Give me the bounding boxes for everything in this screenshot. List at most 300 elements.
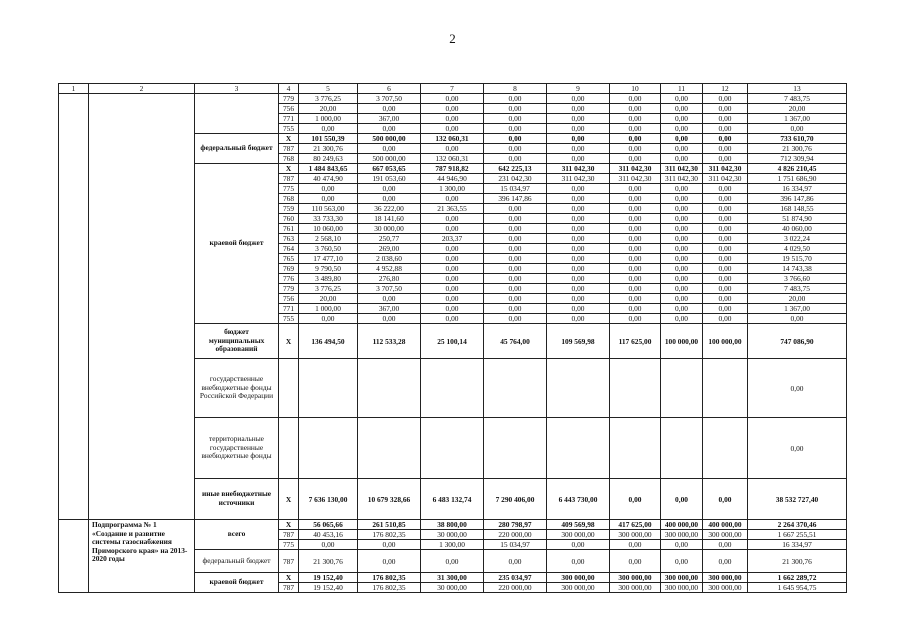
table-cell: 0,00: [421, 264, 484, 274]
table-cell: 0,00: [703, 254, 748, 264]
table-cell: 0,00: [661, 214, 703, 224]
table-cell: 0,00: [484, 94, 547, 104]
column-header: 5: [299, 84, 358, 94]
table-cell: 51 874,90: [748, 214, 847, 224]
table-cell: 9 790,50: [299, 264, 358, 274]
table-cell: 0,00: [547, 264, 610, 274]
column-header: 10: [610, 84, 661, 94]
table-cell: 771: [279, 304, 299, 314]
table-cell: 0,00: [547, 214, 610, 224]
federal-budget-label: федеральный бюджет: [195, 134, 279, 164]
table-cell: 0,00: [610, 254, 661, 264]
table-cell: 0,00: [703, 274, 748, 284]
table-cell: 168 148,55: [748, 204, 847, 214]
other-sources-label: иные внебюджетные источники: [195, 479, 279, 520]
table-cell: 300 000,00: [610, 573, 661, 583]
table-cell: 642 225,13: [484, 164, 547, 174]
table-cell: 0,00: [703, 234, 748, 244]
table-cell: 667 053,65: [358, 164, 421, 174]
table-cell: 0,00: [421, 144, 484, 154]
table-cell: 0,00: [547, 284, 610, 294]
table-cell: 0,00: [421, 314, 484, 324]
table-cell: 417 625,00: [610, 520, 661, 530]
table-cell: 0,00: [484, 214, 547, 224]
table-cell: 0,00: [421, 224, 484, 234]
table-cell: 1 367,00: [748, 304, 847, 314]
table-cell: 0,00: [661, 304, 703, 314]
table-cell: 0,00: [703, 94, 748, 104]
table-cell: 768: [279, 194, 299, 204]
table-cell: 0,00: [484, 154, 547, 164]
table-cell: 21 300,76: [748, 144, 847, 154]
column-header: 6: [358, 84, 421, 94]
table-cell: 0,00: [703, 540, 748, 550]
table-cell: 0,00: [547, 124, 610, 134]
table-cell: 0,00: [661, 124, 703, 134]
empty-cell: [661, 359, 703, 418]
table-cell: 0,00: [610, 224, 661, 234]
table-cell: 300 000,00: [703, 530, 748, 540]
table-cell: 1 300,00: [421, 184, 484, 194]
table-cell: 1 662 289,72: [748, 573, 847, 583]
table-cell: 20,00: [748, 294, 847, 304]
table-cell: 2 568,10: [299, 234, 358, 244]
table-cell: 311 042,30: [610, 164, 661, 174]
table-cell: 276,80: [358, 274, 421, 284]
empty-cell: [703, 359, 748, 418]
table-cell: 0,00: [610, 274, 661, 284]
table-cell: 755: [279, 124, 299, 134]
table-cell: 500 000,00: [358, 154, 421, 164]
table-cell: 0,00: [547, 104, 610, 114]
block1-col1: [59, 94, 89, 520]
subprogram-label: Подпрограмма № 1 «Создание и развитие системы газоснабжения Приморского края» на 2013-2020 годы: [89, 520, 195, 593]
table-cell: 311 042,30: [610, 174, 661, 184]
table-cell: 0,00: [661, 94, 703, 104]
table-cell: 0,00: [610, 294, 661, 304]
table-cell: 760: [279, 214, 299, 224]
table-cell: 235 034,97: [484, 573, 547, 583]
column-header: 9: [547, 84, 610, 94]
table-cell: 311 042,30: [703, 164, 748, 174]
table-cell: 756: [279, 294, 299, 304]
federal-funds-label: государственные внебюджетные фонды Российской Федерации: [195, 359, 279, 418]
table-cell: 7 483,75: [748, 284, 847, 294]
table-cell: 16 334,97: [748, 540, 847, 550]
table-cell: 56 065,66: [299, 520, 358, 530]
table-cell: 787 918,82: [421, 164, 484, 174]
table-cell: 132 060,31: [421, 134, 484, 144]
table-cell: X: [279, 520, 299, 530]
table-cell: 3 707,50: [358, 284, 421, 294]
table-cell: 0,00: [547, 94, 610, 104]
column-header: 12: [703, 84, 748, 94]
table-cell: 0,00: [547, 204, 610, 214]
table-cell: 1 645 954,75: [748, 583, 847, 593]
table-cell: 0,00: [610, 264, 661, 274]
table-cell: 18 141,60: [358, 214, 421, 224]
empty-cell: [299, 359, 358, 418]
table-cell: 0,00: [484, 224, 547, 234]
empty-cell: [484, 359, 547, 418]
territorial-funds-label: территориальные государственные внебюджетные фонды: [195, 418, 279, 479]
table-cell: 0,00: [661, 204, 703, 214]
table-cell: 19 515,70: [748, 254, 847, 264]
empty-cell: [484, 418, 547, 479]
table-cell: 0,00: [661, 294, 703, 304]
table-cell: 203,37: [421, 234, 484, 244]
table-cell: 132 060,31: [421, 154, 484, 164]
budget-table: [58, 83, 847, 593]
table-cell: 764: [279, 244, 299, 254]
table-cell: 0,00: [484, 550, 547, 573]
table-cell: 1 000,00: [299, 114, 358, 124]
table-cell: 712 309,94: [748, 154, 847, 164]
empty-cell: [279, 418, 299, 479]
table-cell: X: [279, 479, 299, 520]
table-cell: 0,00: [484, 144, 547, 154]
table-cell: 25 100,14: [421, 324, 484, 359]
table-cell: 787: [279, 550, 299, 573]
territorial-funds-total: 0,00: [748, 418, 847, 479]
table-cell: 0,00: [661, 194, 703, 204]
table-cell: 7 290 406,00: [484, 479, 547, 520]
table-cell: 30 000,00: [421, 583, 484, 593]
column-header: 13: [748, 84, 847, 94]
table-cell: 0,00: [703, 184, 748, 194]
table-cell: 775: [279, 540, 299, 550]
table-cell: 1 367,00: [748, 114, 847, 124]
table-cell: 0,00: [358, 550, 421, 573]
table-cell: 21 363,55: [421, 204, 484, 214]
table-cell: 6 483 132,74: [421, 479, 484, 520]
table-cell: 17 477,10: [299, 254, 358, 264]
table-cell: 0,00: [484, 264, 547, 274]
table-cell: 40 474,90: [299, 174, 358, 184]
table-cell: 15 034,97: [484, 540, 547, 550]
table-cell: 0,00: [547, 314, 610, 324]
table-cell: 775: [279, 184, 299, 194]
table-cell: 0,00: [547, 154, 610, 164]
empty-cell: [547, 418, 610, 479]
federal-funds-total: 0,00: [748, 359, 847, 418]
table-cell: 0,00: [547, 540, 610, 550]
table-cell: 40 453,16: [299, 530, 358, 540]
table-cell: 0,00: [299, 314, 358, 324]
table-cell: 0,00: [610, 234, 661, 244]
table-cell: 220 000,00: [484, 583, 547, 593]
table-cell: 0,00: [358, 294, 421, 304]
table-cell: 112 533,28: [358, 324, 421, 359]
column-header: 11: [661, 84, 703, 94]
empty-cell: [661, 418, 703, 479]
subprogram-regional-label: краевой бюджет: [195, 573, 279, 593]
table-cell: 300 000,00: [661, 573, 703, 583]
table-cell: 44 946,90: [421, 174, 484, 184]
table-cell: 0,00: [661, 314, 703, 324]
table-cell: 755: [279, 314, 299, 324]
page-number: 2: [449, 31, 456, 46]
table-cell: 0,00: [661, 254, 703, 264]
table-cell: 0,00: [703, 294, 748, 304]
table-cell: 15 034,97: [484, 184, 547, 194]
table-cell: 3 707,50: [358, 94, 421, 104]
table-cell: 768: [279, 154, 299, 164]
table-row: [59, 520, 847, 530]
table-cell: 0,00: [421, 214, 484, 224]
table-cell: 0,00: [703, 134, 748, 144]
table-cell: 110 563,00: [299, 204, 358, 214]
table-cell: 0,00: [547, 184, 610, 194]
table-cell: 0,00: [661, 274, 703, 284]
empty-cell: [299, 418, 358, 479]
table-cell: 0,00: [610, 104, 661, 114]
table-cell: 0,00: [547, 144, 610, 154]
table-cell: 0,00: [299, 540, 358, 550]
table-row: [59, 84, 847, 94]
table-cell: X: [279, 573, 299, 583]
table-cell: 31 300,00: [421, 573, 484, 583]
table-cell: 7 483,75: [748, 94, 847, 104]
table-cell: 779: [279, 284, 299, 294]
table-cell: 0,00: [703, 154, 748, 164]
empty-cell: [610, 359, 661, 418]
table-cell: 769: [279, 264, 299, 274]
table-cell: 0,00: [421, 274, 484, 284]
table-cell: 311 042,30: [661, 174, 703, 184]
table-cell: 400 000,00: [703, 520, 748, 530]
table-cell: 16 334,97: [748, 184, 847, 194]
table-cell: 0,00: [299, 184, 358, 194]
table-cell: 0,00: [421, 94, 484, 104]
empty-cell: [421, 418, 484, 479]
table-cell: 300 000,00: [703, 573, 748, 583]
table-cell: 3 489,80: [299, 274, 358, 284]
table-cell: 1 667 255,51: [748, 530, 847, 540]
table-cell: 0,00: [703, 204, 748, 214]
table-cell: 765: [279, 254, 299, 264]
table-cell: 0,00: [610, 114, 661, 124]
table-cell: 19 152,40: [299, 573, 358, 583]
table-cell: 367,00: [358, 304, 421, 314]
table-cell: 733 610,70: [748, 134, 847, 144]
table-cell: 10 060,00: [299, 224, 358, 234]
table-cell: 4 029,50: [748, 244, 847, 254]
table-cell: 80 249,63: [299, 154, 358, 164]
empty-cell: [279, 359, 299, 418]
table-cell: 0,00: [661, 224, 703, 234]
table-cell: 300 000,00: [610, 583, 661, 593]
table-cell: 0,00: [661, 134, 703, 144]
table-cell: 771: [279, 114, 299, 124]
table-cell: 0,00: [547, 134, 610, 144]
table-cell: 0,00: [610, 284, 661, 294]
table-cell: 0,00: [421, 244, 484, 254]
table-cell: 250,77: [358, 234, 421, 244]
empty-cell: [547, 359, 610, 418]
empty-cell: [421, 359, 484, 418]
empty-cell: [358, 418, 421, 479]
table-cell: 0,00: [421, 294, 484, 304]
table-cell: 0,00: [703, 304, 748, 314]
table-cell: 0,00: [547, 304, 610, 314]
table-cell: 20,00: [299, 104, 358, 114]
table-cell: 38 800,00: [421, 520, 484, 530]
table-cell: 0,00: [703, 264, 748, 274]
table-cell: 0,00: [748, 314, 847, 324]
table-cell: 0,00: [610, 124, 661, 134]
table-cell: 0,00: [358, 314, 421, 324]
empty-cell: [703, 418, 748, 479]
table-cell: 0,00: [703, 194, 748, 204]
table-row: [59, 94, 847, 104]
table-cell: 0,00: [421, 284, 484, 294]
table-cell: 136 494,50: [299, 324, 358, 359]
table-cell: 0,00: [358, 124, 421, 134]
block2-col1: [59, 520, 89, 593]
table-cell: 19 152,40: [299, 583, 358, 593]
table-cell: 0,00: [610, 184, 661, 194]
table-cell: 1 300,00: [421, 540, 484, 550]
table-cell: 0,00: [610, 540, 661, 550]
table-cell: 45 764,00: [484, 324, 547, 359]
table-cell: 3 776,25: [299, 94, 358, 104]
table-cell: 0,00: [547, 114, 610, 124]
table-cell: X: [279, 324, 299, 359]
table-cell: 21 300,76: [748, 550, 847, 573]
table-cell: 0,00: [484, 274, 547, 284]
empty-cell: [610, 418, 661, 479]
table-cell: 0,00: [547, 274, 610, 284]
table-cell: 33 733,30: [299, 214, 358, 224]
table-cell: 6 443 730,00: [547, 479, 610, 520]
table-cell: 0,00: [748, 124, 847, 134]
table-cell: 0,00: [661, 154, 703, 164]
table-cell: 1 751 686,90: [748, 174, 847, 184]
table-cell: 21 300,76: [299, 144, 358, 154]
table-cell: 0,00: [547, 244, 610, 254]
table-cell: 0,00: [484, 114, 547, 124]
table-cell: 0,00: [703, 314, 748, 324]
table-cell: 0,00: [484, 234, 547, 244]
table-cell: 0,00: [358, 144, 421, 154]
table-cell: 776: [279, 274, 299, 284]
table-cell: 191 053,60: [358, 174, 421, 184]
table-cell: 747 086,90: [748, 324, 847, 359]
table-cell: 300 000,00: [661, 583, 703, 593]
table-cell: 311 042,30: [661, 164, 703, 174]
table-cell: 280 798,97: [484, 520, 547, 530]
table-cell: 0,00: [421, 254, 484, 264]
table-cell: 0,00: [610, 204, 661, 214]
table-cell: 0,00: [547, 294, 610, 304]
table-cell: 409 569,98: [547, 520, 610, 530]
table-cell: 0,00: [358, 104, 421, 114]
table-cell: 20,00: [748, 104, 847, 114]
empty-cell: [358, 359, 421, 418]
table-cell: 0,00: [484, 254, 547, 264]
table-cell: 0,00: [610, 144, 661, 154]
table-cell: 101 550,39: [299, 134, 358, 144]
table-cell: 396 147,86: [484, 194, 547, 204]
table-cell: 0,00: [703, 224, 748, 234]
table-cell: 36 222,00: [358, 204, 421, 214]
column-header: 3: [195, 84, 279, 94]
table-cell: 0,00: [703, 214, 748, 224]
table-cell: 4 952,88: [358, 264, 421, 274]
table-cell: 0,00: [299, 124, 358, 134]
table-cell: 0,00: [484, 204, 547, 214]
table-cell: 311 042,30: [547, 164, 610, 174]
table-cell: 787: [279, 144, 299, 154]
table-cell: 0,00: [610, 244, 661, 254]
table-cell: 761: [279, 224, 299, 234]
table-cell: 0,00: [299, 194, 358, 204]
table-cell: 0,00: [421, 550, 484, 573]
table-cell: 100 000,00: [661, 324, 703, 359]
table-cell: 311 042,30: [547, 174, 610, 184]
table-cell: 3 766,60: [748, 274, 847, 284]
table-cell: 0,00: [484, 104, 547, 114]
table-cell: 7 636 130,00: [299, 479, 358, 520]
table-cell: 0,00: [610, 304, 661, 314]
table-cell: 261 510,85: [358, 520, 421, 530]
table-cell: 311 042,30: [703, 174, 748, 184]
table-cell: 0,00: [610, 479, 661, 520]
table-cell: 2 264 370,46: [748, 520, 847, 530]
table-cell: 300 000,00: [703, 583, 748, 593]
table-cell: 0,00: [547, 234, 610, 244]
table-cell: 0,00: [661, 114, 703, 124]
table-cell: 0,00: [703, 284, 748, 294]
column-header: 1: [59, 84, 89, 94]
table-cell: 0,00: [547, 224, 610, 234]
table-cell: X: [279, 134, 299, 144]
table-cell: 40 060,00: [748, 224, 847, 234]
table-cell: 367,00: [358, 114, 421, 124]
table-cell: 109 569,98: [547, 324, 610, 359]
table-cell: 38 532 727,40: [748, 479, 847, 520]
table-cell: 1 000,00: [299, 304, 358, 314]
table-cell: 0,00: [610, 194, 661, 204]
table-cell: 269,00: [358, 244, 421, 254]
table-cell: 756: [279, 104, 299, 114]
table-cell: 0,00: [358, 194, 421, 204]
table-cell: 500 000,00: [358, 134, 421, 144]
table-cell: 0,00: [484, 244, 547, 254]
table-cell: 0,00: [703, 114, 748, 124]
table-cell: 176 802,35: [358, 530, 421, 540]
table-cell: 0,00: [703, 104, 748, 114]
table-cell: 3 760,50: [299, 244, 358, 254]
column-header: 4: [279, 84, 299, 94]
table-cell: 0,00: [421, 104, 484, 114]
table-cell: 0,00: [484, 304, 547, 314]
table-cell: 300 000,00: [547, 573, 610, 583]
table-cell: 0,00: [661, 104, 703, 114]
table-cell: 0,00: [610, 134, 661, 144]
table-cell: 0,00: [661, 144, 703, 154]
table-cell: 779: [279, 94, 299, 104]
table-cell: 0,00: [484, 314, 547, 324]
table-cell: 0,00: [703, 124, 748, 134]
table-cell: 0,00: [547, 254, 610, 264]
municipal-budget-label: бюджет муниципальных образований: [195, 324, 279, 359]
table-cell: 176 802,35: [358, 573, 421, 583]
table-cell: 21 300,76: [299, 550, 358, 573]
table-cell: 0,00: [703, 479, 748, 520]
table-cell: 0,00: [661, 284, 703, 294]
